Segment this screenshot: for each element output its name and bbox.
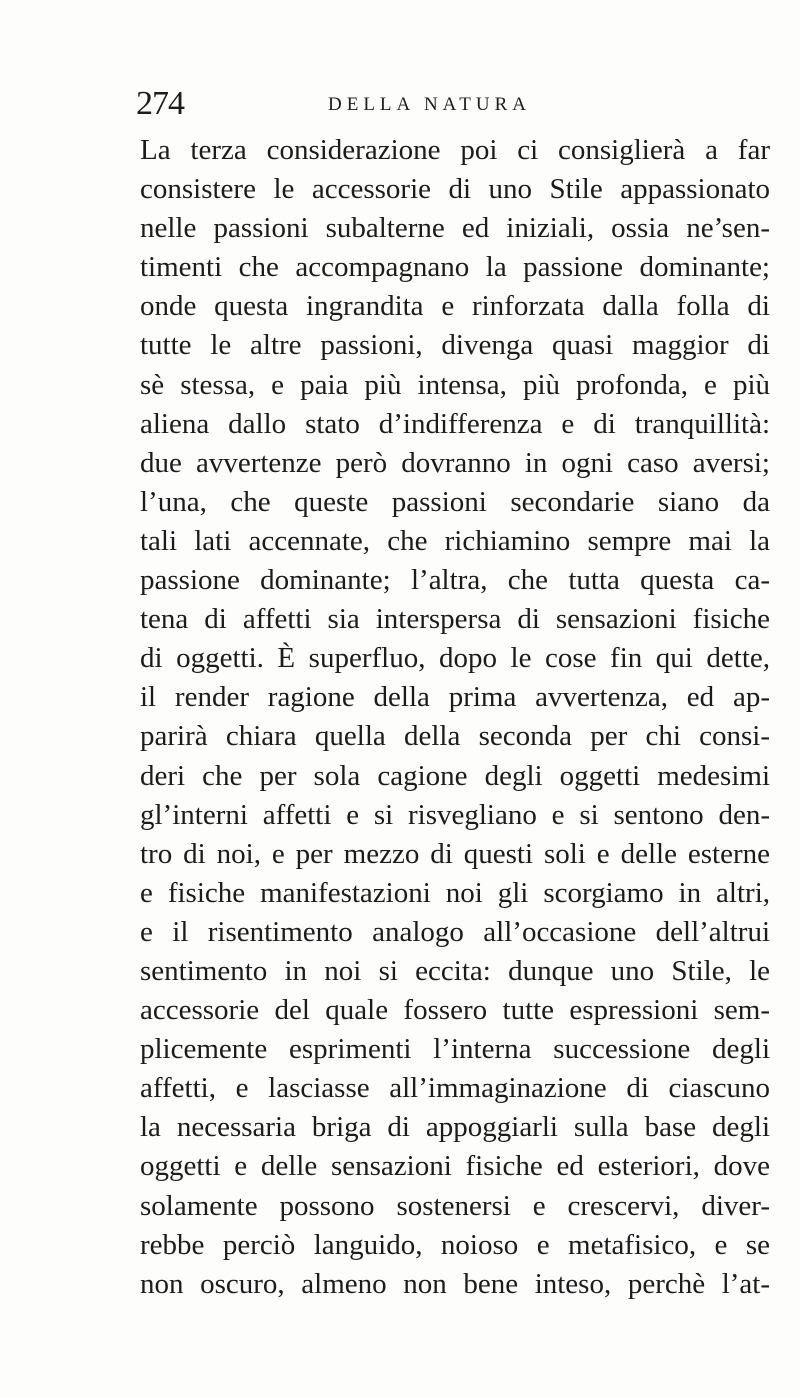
text-line: il render ragione della prima avvertenza, ed ap- [140, 681, 770, 714]
page-number: 274 [136, 85, 184, 122]
text-line: gl’interni affetti e si risvegliano e si sentono den- [140, 798, 770, 831]
text-line: sè stessa, e paia più intensa, più profonda, e più [140, 368, 770, 401]
text-line: nelle passioni subalterne ed iniziali, ossia ne’sen- [140, 212, 770, 245]
text-line: La terza considerazione poi ci consiglierà a far [140, 134, 770, 166]
text-line: plicemente esprimenti l’interna successione degli [140, 1033, 770, 1066]
text-line: solamente possono sostenersi e crescervi, diver- [140, 1189, 770, 1222]
text-line: non oscuro, almeno non bene inteso, perchè l’at- [140, 1267, 770, 1300]
text-line: la necessaria briga di appoggiarli sulla base degli [140, 1111, 770, 1144]
text-line: tali lati accennate, che richiamino sempre mai la [140, 524, 770, 557]
text-line: l’una, che queste passioni secondarie siano da [140, 485, 770, 518]
text-line: oggetti e delle sensazioni fisiche ed esteriori, dove [140, 1150, 770, 1183]
text-line: accessorie del quale fossero tutte espressioni sem- [140, 994, 770, 1027]
text-line: e il risentimento analogo all’occasione dell’altrui [140, 915, 770, 948]
text-line: consistere le accessorie di uno Stile appassionato [140, 173, 770, 206]
running-title: DELLA NATURA [328, 94, 532, 115]
text-line: sentimento in noi si eccita: dunque uno Stile, le [140, 954, 770, 987]
running-head [132, 82, 772, 126]
text-line: aliena dallo stato d’indifferenza e di tranquillità: [140, 407, 770, 440]
text-line: tutte le altre passioni, divenga quasi maggior di [140, 329, 770, 362]
text-line: parirà chiara quella della seconda per chi consi- [140, 720, 770, 753]
text-line: onde questa ingrandita e rinforzata dalla folla di [140, 290, 770, 323]
text-line: tena di affetti sia interspersa di sensazioni fisiche [140, 603, 770, 636]
text-line: tro di noi, e per mezzo di questi soli e delle esterne [140, 837, 770, 870]
text-line: due avvertenze però dovranno in ogni caso aversi; [140, 446, 770, 479]
body-text [140, 131, 770, 1304]
text-line: passione dominante; l’altra, che tutta questa ca- [140, 564, 770, 597]
text-line: rebbe perciò languido, noioso e metafisico, e se [140, 1228, 770, 1261]
text-line: deri che per sola cagione degli oggetti medesimi [140, 759, 770, 792]
text-line: di oggetti. È superfluo, dopo le cose fin qui dette, [140, 642, 770, 675]
text-line: e fisiche manifestazioni noi gli scorgiamo in altri, [140, 876, 770, 909]
text-line: timenti che accompagnano la passione dominante; [140, 251, 770, 284]
text-line: affetti, e lasciasse all’immaginazione di ciascuno [140, 1072, 770, 1105]
